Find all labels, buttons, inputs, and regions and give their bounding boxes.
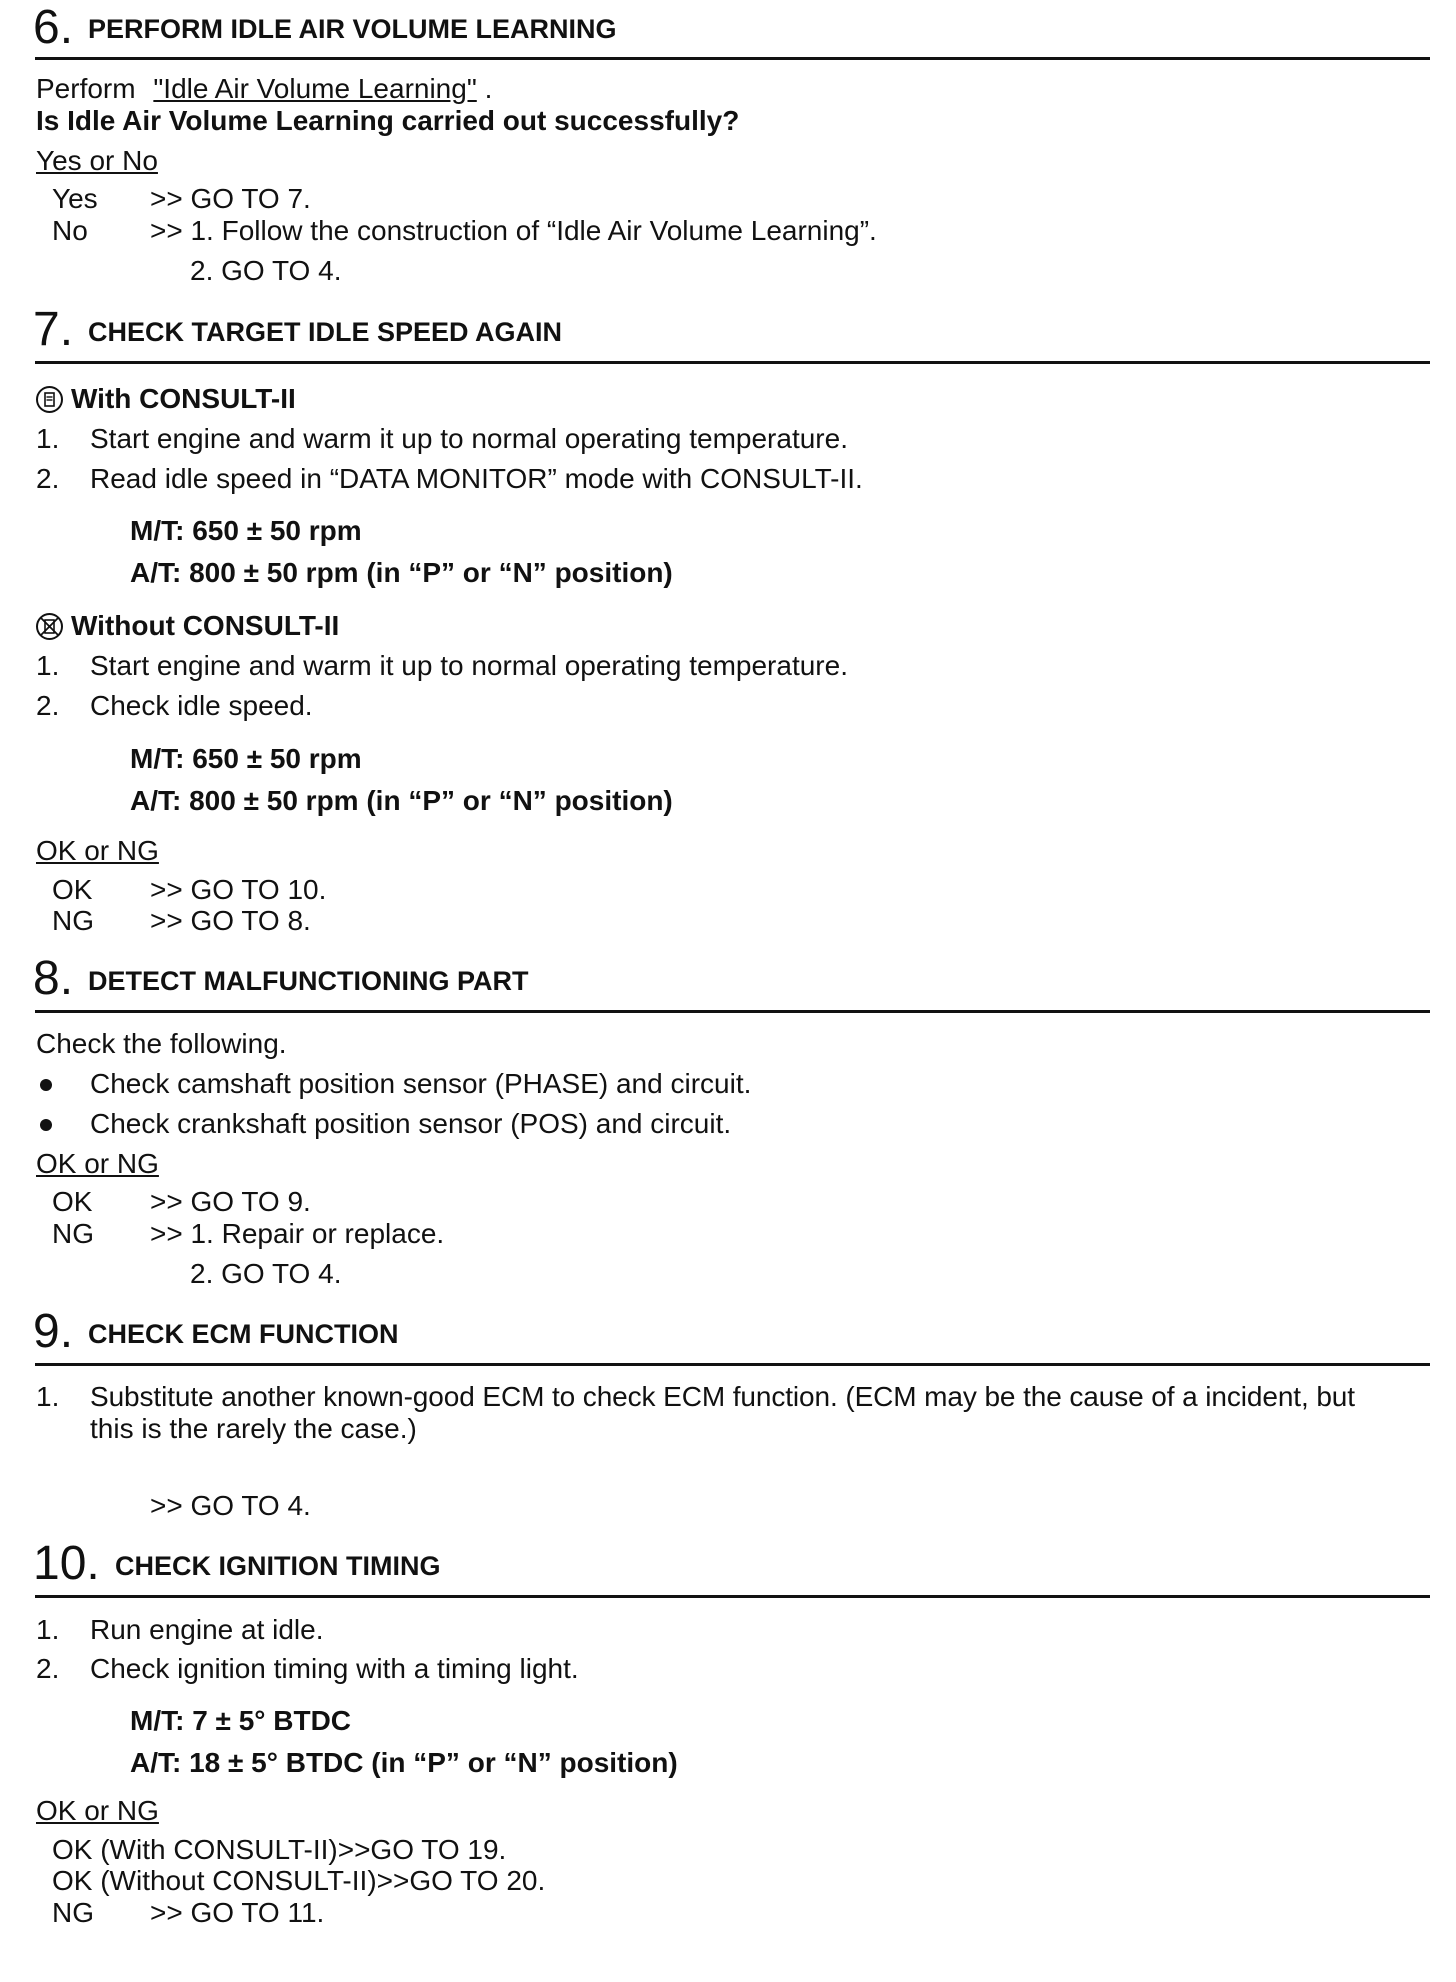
goto-action: >> GO TO 4. [150,1490,311,1521]
spec-at: A/T: 800 ± 50 rpm (in “P” or “N” position) [130,785,673,816]
with-consult-label: With CONSULT-II [71,383,296,414]
no-action-line-1: >> 1. Follow the construction of “Idle Air Volume Learning”. [150,215,877,246]
spec-mt: M/T: 650 ± 50 rpm [130,515,362,546]
bullet-icon [40,1079,52,1091]
section-rule [35,361,1430,364]
ok-action: >> GO TO 10. [150,874,327,905]
section-rule [35,1010,1430,1013]
ok-action: >> GO TO 9. [150,1186,311,1217]
step-2-text: Check ignition timing with a timing light. [90,1653,579,1684]
no-action-line-2: 2. GO TO 4. [190,255,342,286]
check-intro: Check the following. [36,1028,287,1059]
ng-label: NG [52,1897,94,1928]
choice-header: OK or NG [36,835,159,866]
spec-at: A/T: 18 ± 5° BTDC (in “P” or “N” position) [130,1747,678,1778]
with-step-1-num: 1. [36,423,60,454]
step-title: CHECK ECM FUNCTION [88,1319,399,1349]
section-rule [35,1363,1430,1366]
yes-action: >> GO TO 7. [150,183,311,214]
idle-air-volume-learning-link[interactable]: "Idle Air Volume Learning" [153,73,477,104]
section-rule [35,57,1430,60]
ok-label: OK [52,1186,93,1217]
bullet-icon [40,1119,52,1131]
step-number: 8. [33,952,74,1005]
with-consult-heading [36,382,296,416]
section-rule [35,1595,1430,1598]
without-step-2-num: 2. [36,690,60,721]
perform-line [36,72,492,106]
no-label: No [52,215,88,246]
step-number: 10. [33,1537,100,1590]
with-step-2-text: Read idle speed in “DATA MONITOR” mode with CONSULT-II. [90,463,863,494]
with-step-1-text: Start engine and warm it up to normal operating temperature. [90,423,848,454]
step-title: DETECT MALFUNCTIONING PART [88,966,529,996]
ok-label: OK [52,874,93,905]
spec-mt: M/T: 650 ± 50 rpm [130,743,362,774]
no-consult-icon [36,613,63,640]
step-1-num: 1. [36,1614,60,1645]
step-2-num: 2. [36,1653,60,1684]
step-1-text: Run engine at idle. [90,1614,324,1645]
step-number: 7. [33,303,74,356]
ok-without-consult-action: OK (Without CONSULT-II)>>GO TO 20. [52,1865,546,1896]
choice-header: Yes or No [36,145,158,176]
step-title: CHECK IGNITION TIMING [115,1551,441,1581]
step-1-line-1: Substitute another known-good ECM to check ECM function. (ECM may be the cause of a incident, but [90,1381,1355,1412]
bullet-item-1: Check camshaft position sensor (PHASE) and circuit. [90,1068,752,1099]
ng-action-line-1: >> 1. Repair or replace. [150,1218,445,1249]
perform-suffix: . [484,73,493,104]
step-number: 6. [33,1,74,54]
step-title: PERFORM IDLE AIR VOLUME LEARNING [88,14,617,44]
step-number: 9. [33,1305,74,1358]
choice-header: OK or NG [36,1148,159,1179]
bullet-item-2: Check crankshaft position sensor (POS) and circuit. [90,1108,732,1139]
ng-action: >> GO TO 8. [150,905,311,936]
step-title: CHECK TARGET IDLE SPEED AGAIN [88,317,563,347]
step-1-num: 1. [36,1381,60,1412]
without-step-2-text: Check idle speed. [90,690,313,721]
ok-with-consult-action: OK (With CONSULT-II)>>GO TO 19. [52,1834,507,1865]
spec-mt: M/T: 7 ± 5° BTDC [130,1705,352,1736]
yes-label: Yes [52,183,98,214]
ng-action: >> GO TO 11. [150,1897,325,1928]
consult-icon [36,386,63,413]
ng-label: NG [52,1218,94,1249]
ng-action-line-2: 2. GO TO 4. [190,1258,342,1289]
without-step-1-num: 1. [36,650,60,681]
step-question: Is Idle Air Volume Learning carried out successfully? [36,105,740,136]
choice-header: OK or NG [36,1795,159,1826]
step-1-line-2: this is the rarely the case.) [90,1413,417,1444]
ng-label: NG [52,905,94,936]
without-consult-label: Without CONSULT-II [71,610,340,641]
with-step-2-num: 2. [36,463,60,494]
without-step-1-text: Start engine and warm it up to normal operating temperature. [90,650,848,681]
spec-at: A/T: 800 ± 50 rpm (in “P” or “N” position) [130,557,673,588]
perform-prefix: Perform [36,73,136,104]
without-consult-heading [36,609,339,643]
